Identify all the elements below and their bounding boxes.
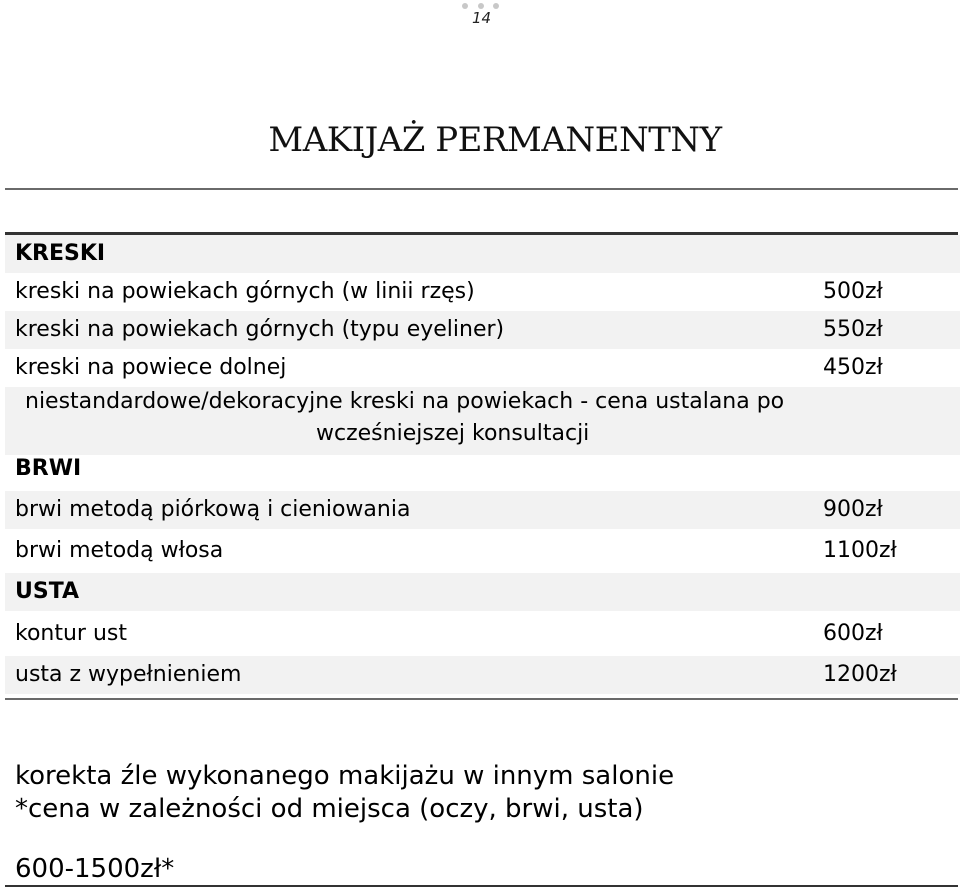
service-price: 1200zł: [823, 662, 897, 687]
service-note-line: niestandardowe/dekoracyjne kreski na powiekach - cena ustalana po: [25, 389, 785, 414]
section-heading: USTA: [15, 579, 80, 604]
section-heading: BRWI: [15, 456, 82, 481]
page-dot: [493, 3, 499, 9]
correction-price: 600-1500zł*: [15, 854, 175, 884]
price-row: [5, 273, 960, 311]
service-name: kreski na powiece dolnej: [15, 355, 287, 380]
service-name: brwi metodą piórkową i cieniowania: [15, 497, 411, 522]
page-number: 14: [472, 9, 492, 27]
service-price: 550zł: [823, 317, 883, 342]
price-row: [5, 349, 960, 387]
service-price: 500zł: [823, 279, 883, 304]
service-name: kreski na powiekach górnych (w linii rzęs): [15, 279, 475, 304]
divider: [5, 885, 958, 887]
service-price: 450zł: [823, 355, 883, 380]
service-note-line: wcześniejszej konsultacji: [316, 421, 590, 446]
service-price: 900zł: [823, 497, 883, 522]
footnote: *cena w zależności od miejsca (oczy, brwi, usta): [15, 794, 644, 824]
divider: [5, 188, 958, 190]
price-row: [5, 615, 960, 653]
service-price: 600zł: [823, 621, 883, 646]
price-row: [5, 311, 960, 349]
divider: [5, 698, 958, 700]
price-row: [5, 491, 960, 529]
service-name: brwi metodą włosa: [15, 538, 224, 563]
correction-note: korekta źle wykonanego makijażu w innym salonie: [15, 761, 675, 791]
price-row: [5, 656, 960, 694]
page-title: MAKIJAŻ PERMANENTNY: [268, 120, 722, 160]
section-heading: KRESKI: [15, 241, 106, 266]
price-row: [5, 532, 960, 570]
section-heading-usta: [5, 573, 960, 611]
service-name: kreski na powiekach górnych (typu eyeliner): [15, 317, 505, 342]
service-name: usta z wypełnieniem: [15, 662, 242, 687]
service-price: 1100zł: [823, 538, 897, 563]
service-name: kontur ust: [15, 621, 127, 646]
section-heading-kreski: [5, 235, 960, 273]
page-indicator: [462, 0, 502, 30]
page-dot: [462, 3, 468, 9]
price-row-nonstandard: [5, 387, 960, 455]
section-heading-brwi: [5, 450, 960, 488]
